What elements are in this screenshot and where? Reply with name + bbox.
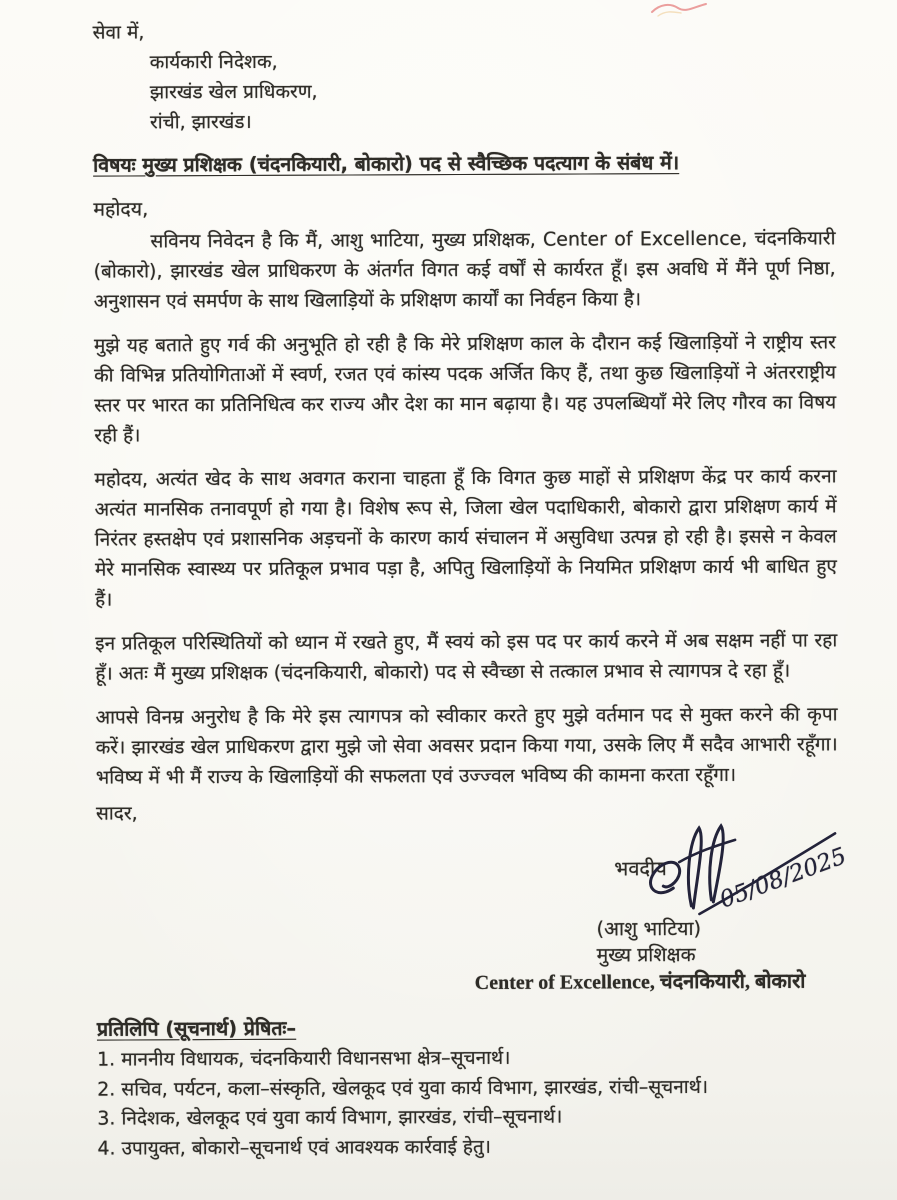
cc-item: 1. माननीय विधायक, चंदनकियारी विधानसभा क्षेत्र–सूचनार्थ।: [97, 1046, 511, 1071]
cc-item: 4. उपायुक्त, बोकारो–सूचनार्थ एवं आवश्यक कार्रवाई हेतु।: [97, 1135, 491, 1160]
recipient-line: कार्यकारी निदेशक,: [149, 50, 278, 74]
greeting: महोदय,: [93, 197, 149, 221]
cc-item: 3. निदेशक, खेलकूद एवं युवा कार्य विभाग, झारखंड, रांची–सूचनार्थ।: [97, 1105, 563, 1130]
recipient-line: झारखंड खेल प्राधिकरण,: [149, 80, 318, 104]
signatory-organization: Center of Excellence, चंदनकियारी, बोकारो: [474, 970, 806, 994]
letter-body: [92, 14, 850, 1162]
signatory-name: (आशु भाटिया): [596, 916, 702, 941]
body-paragraph: आपसे विनम्र अनुरोध है कि मेरे इस त्यागपत्र को स्वीकार करते हुए मुझे वर्तमान पद से मुक्त करने की कृपा करें। झारखंड खेल प्राधिकरण द्वारा मुझे जो सेवा अवसर प्रदान किया गया, उसके लिए मैं सदैव आभारी रहूँगा। भविष्य में भी मैं राज्य के खिलाड़ियों की सफलता एवं उज्ज्वल भविष्य की कामना करता रहूँगा।: [95, 703, 838, 789]
recipient-line: रांची, झारखंड।: [149, 110, 252, 134]
body-paragraph: महोदय, अत्यंत खेद के साथ अवगत कराना चाहता हूँ कि विगत कुछ माहों से प्रशिक्षण केंद्र पर कार्य करना अत्यंत मानसिक तनावपूर्ण हो गया है। विशेष रूप से, जिला खेल पदाधिकारी, बोकारो द्वारा प्रशिक्षण कार्य में निरंतर हस्तक्षेप एवं प्रशासनिक अड़चनों के कारण कार्य संचालन में असुविधा उत्पन्न हो रही है। इससे न केवल मेरे मानसिक स्वास्थ्य पर प्रतिकूल प्रभाव पड़ा है, अपितु खिलाड़ियों के नियमित प्रशिक्षण कार्य भी बाधित हुए हैं।: [94, 465, 837, 611]
body-paragraph: सविनय निवेदन है कि मैं, आशु भाटिया, मुख्य प्रशिक्षक, Center of Excellence, चंदनकियारी (बोकारो), झारखंड खेल प्राधिकरण के अंतर्गत विगत कई वर्षों से कार्यरत हूँ। इस अवधि में मैंने पूर्ण निष्ठा, अनुशासन एवं समर्पण के साथ खिलाड़ियों के प्रशिक्षण कार्यों का निर्वहन किया है।: [93, 227, 836, 313]
cc-item: 2. सचिव, पर्यटन, कला–संस्कृति, खेलकूद एवं युवा कार्य विभाग, झारखंड, रांची–सूचनार्थ।: [97, 1075, 709, 1101]
signature-date: 05/08/2025: [716, 843, 850, 914]
signatory-designation: मुख्य प्रशिक्षक: [596, 943, 696, 967]
valediction: भवदीय: [614, 856, 667, 881]
to-label: सेवा में,: [92, 21, 145, 44]
closing-salutation: सादर,: [95, 802, 138, 825]
subject-line: विषयः मुख्य प्रशिक्षक (चंदनकियारी, बोकारो) पद से स्वैच्छिक पदत्याग के संबंध में।: [93, 151, 680, 177]
cc-heading: प्रतिलिपि (सूचनार्थ) प्रेषितः–: [96, 1016, 297, 1041]
handwritten-signature: [639, 815, 889, 926]
body-paragraph: मुझे यह बताते हुए गर्व की अनुभूति हो रही है कि मेरे प्रशिक्षण काल के दौरान कई खिलाड़ियों ने राष्ट्रीय स्तर की विभिन्न प्रतियोगिताओं में स्वर्ण, रजत एवं कांस्य पदक अर्जित किए हैं, तथा कुछ खिलाड़ियों ने अंतरराष्ट्रीय स्तर पर भारत का प्रतिनिधित्व कर राज्य और देश का मान बढ़ाया है। यह उपलब्धियाँ मेरे लिए गौरव का विषय रही हैं।: [93, 331, 837, 447]
signature-area: [96, 827, 850, 918]
body-paragraph: इन प्रतिकूल परिस्थितियों को ध्यान में रखते हुए, मैं स्वयं को इस पद पर कार्य करने में अब सक्षम नहीं पा रहा हूँ। अतः मैं मुख्य प्रशिक्षक (चंदनकियारी, बोकारो) पद से स्वैच्छा से तत्काल प्रभाव से त्यागपत्र दे रहा हूँ।: [95, 629, 838, 685]
